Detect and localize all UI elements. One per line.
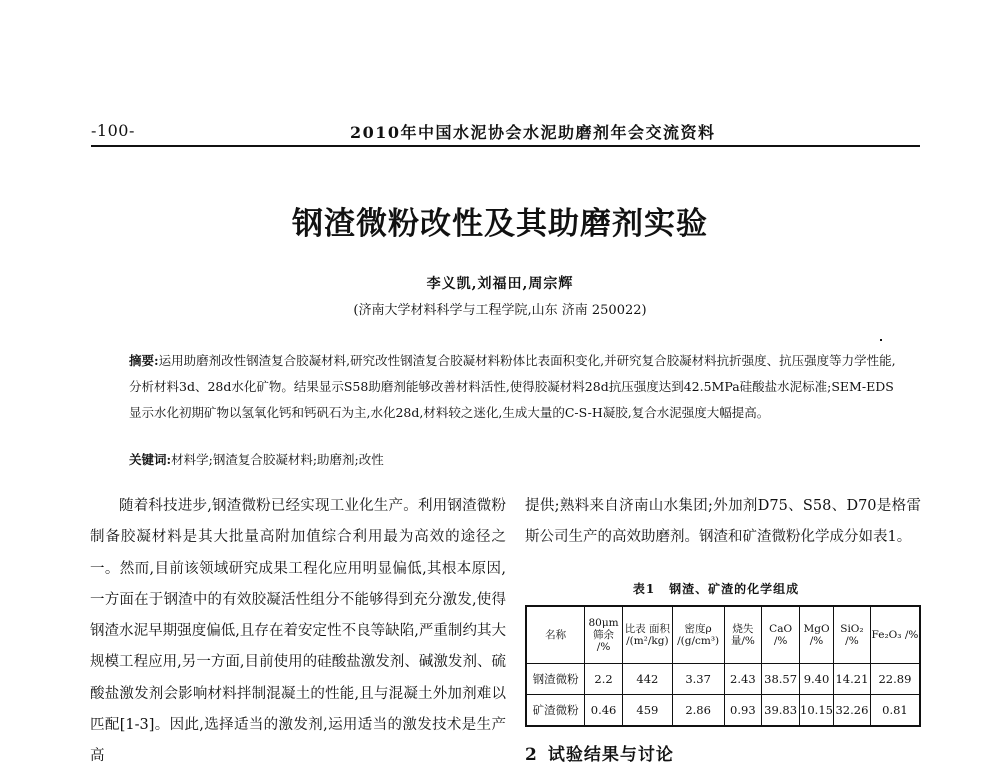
table-header-cell: SiO₂ /% xyxy=(833,606,870,664)
table-caption-title: 钢渣、矿渣的化学组成 xyxy=(669,582,800,596)
materials-paragraph: 提供;熟料来自济南山水集团;外加剂D75、S58、D70是格雷斯公司生产的高效助磨剂。钢渣和矿渣微粉化学成分如表1。 xyxy=(525,498,921,546)
table-cell: 0.93 xyxy=(724,695,762,727)
table-cell: 38.57 xyxy=(762,664,800,695)
table-cell: 2.2 xyxy=(585,664,623,695)
table-cell: 10.15 xyxy=(800,695,834,727)
table-header-row xyxy=(526,606,920,664)
table-cell: 矿渣微粉 xyxy=(526,695,585,727)
composition-table xyxy=(525,605,921,727)
paper-title: 钢渣微粉改性及其助磨剂实验 xyxy=(292,206,708,242)
abstract-label: 摘要: xyxy=(129,353,159,368)
page-number: -100- xyxy=(91,121,135,140)
table-row xyxy=(526,695,920,727)
table-header-cell: CaO /% xyxy=(762,606,800,664)
section-heading xyxy=(525,740,674,765)
table-header-cell: Fe₂O₃ /% xyxy=(870,606,920,664)
keywords xyxy=(129,450,901,468)
table-cell: 0.81 xyxy=(870,695,920,727)
table-header-cell: MgO /% xyxy=(800,606,834,664)
section-title: 试验结果与讨论 xyxy=(547,745,674,765)
section-number: 2 xyxy=(525,745,538,765)
table-cell: 0.46 xyxy=(585,695,623,727)
table-cell: 442 xyxy=(622,664,672,695)
table-cell: 2.86 xyxy=(672,695,724,727)
table-cell: 14.21 xyxy=(833,664,870,695)
table-header-cell: 比表 面积 /(m²/kg) xyxy=(622,606,672,664)
authors: 李义凯,刘福田,周宗辉 xyxy=(426,276,574,292)
table-cell: 2.43 xyxy=(724,664,762,695)
table-row xyxy=(526,664,920,695)
table-cell: 39.83 xyxy=(762,695,800,727)
page-mark xyxy=(880,339,882,341)
intro-paragraph: 随着科技进步,钢渣微粉已经实现工业化生产。利用钢渣微粉制备胶凝材料是其大批量高附加值综合利用最为高效的途径之一。然而,目前该领域研究成果工程化应用明显偏低,其根本原因,一方面在于钢渣中的有效胶凝活性组分不能够得到充分激发,使得钢渣水泥早期强度偏低,且存在着安定性不良等缺陷,严重制约其大规模工程应用,另一方面,目前使用的硅酸盐激发剂、碱激发剂、硫酸盐激发剂会影响材料拌制混凝土的性能,且与混凝土外加剂难以匹配[1-3]。因此,选择适当的激发剂,运用适当的激发技术是生产高 xyxy=(90,498,506,765)
header-rule xyxy=(91,145,920,147)
table-caption-number: 表1 xyxy=(632,582,656,596)
keywords-label: 关键词: xyxy=(129,452,172,467)
keywords-text: 材料学;钢渣复合胶凝材料;助磨剂;改性 xyxy=(171,452,384,467)
affiliation: (济南大学材料科学与工程学院,山东 济南 250022) xyxy=(353,303,647,318)
table-header-cell: 名称 xyxy=(526,606,585,664)
running-head: 2010年中国水泥协会水泥助磨剂年会交流资料 xyxy=(350,123,716,142)
left-column xyxy=(90,491,506,773)
table-cell: 459 xyxy=(622,695,672,727)
table-cell: 9.40 xyxy=(800,664,834,695)
table-cell: 22.89 xyxy=(870,664,920,695)
table-cell: 3.37 xyxy=(672,664,724,695)
abstract-text: 运用助磨剂改性钢渣复合胶凝材料,研究改性钢渣复合胶凝材料粉体比表面积变化,并研究复合胶凝材料抗折强度、抗压强度等力学性能,分析材料3d、28d水化矿物。结果显示S58助磨剂能够改善材料活性,使得胶凝材料28d抗压强度达到42.5MPa硅酸盐水泥标准;SEM-EDS显示水化初期矿物以氢氧化钙和钙矾石为主,水化28d,材料较之迷化,生成大量的C-S-H凝胶,复合水泥强度大幅提高。 xyxy=(129,353,896,420)
table-caption xyxy=(525,580,921,597)
right-column xyxy=(525,491,921,554)
table-header-cell: 密度ρ /(g/cm³) xyxy=(672,606,724,664)
table-cell: 钢渣微粉 xyxy=(526,664,585,695)
abstract xyxy=(129,348,901,426)
table-header-cell: 80μm 筛余 /% xyxy=(585,606,623,664)
table-cell: 32.26 xyxy=(833,695,870,727)
table-header-cell: 烧失 量/% xyxy=(724,606,762,664)
